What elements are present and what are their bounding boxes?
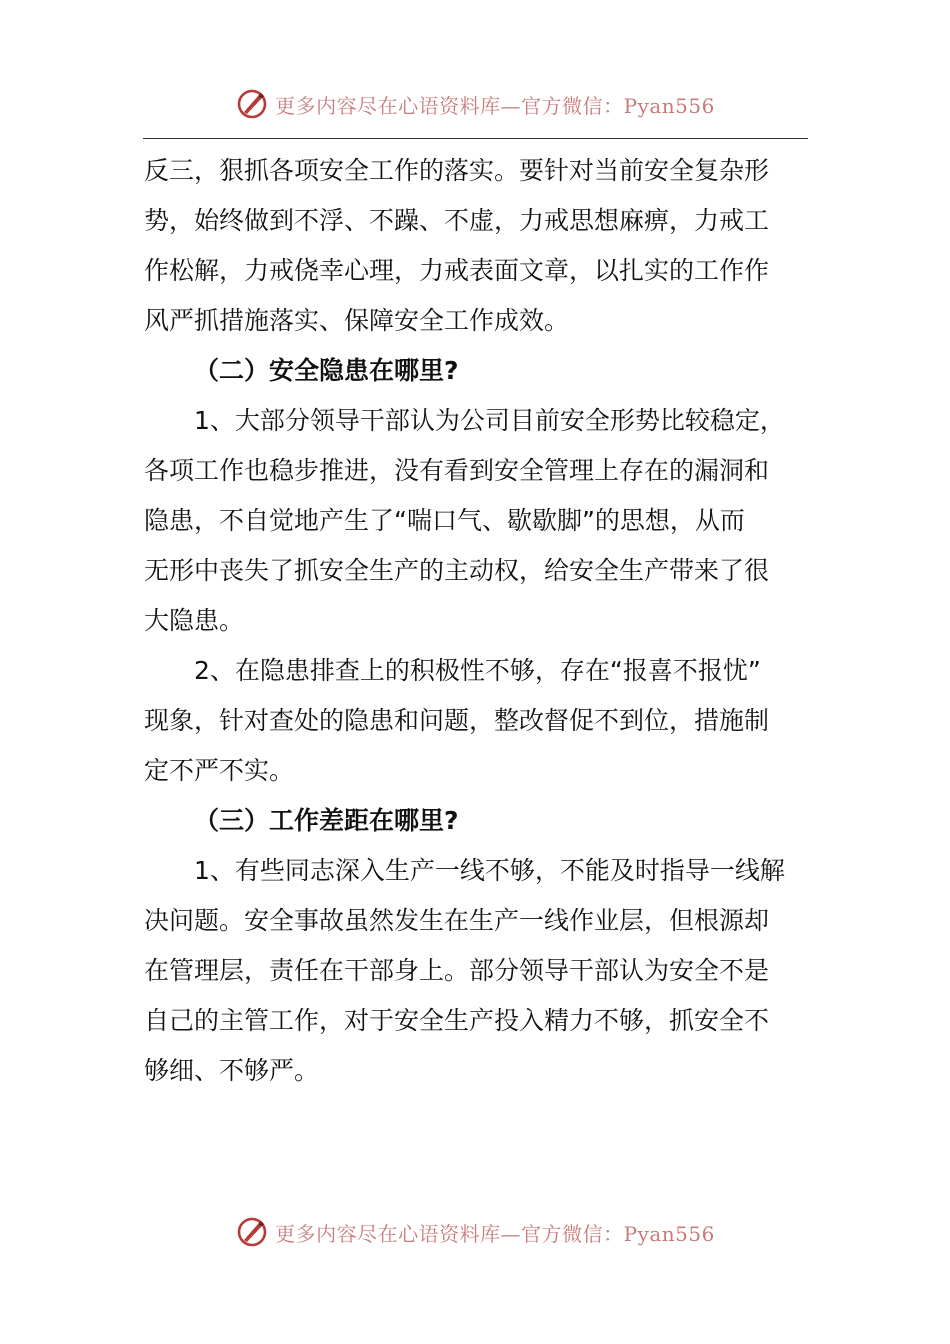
- paragraph-line: 1、有些同志深入生产一线不够，不能及时指导一线解: [194, 856, 785, 885]
- paragraph-line: 够细、不够严。: [144, 1056, 320, 1085]
- paragraph-line: 决问题。安全事故虽然发生在生产一线作业层，但根源却: [144, 906, 770, 935]
- paragraph-line: 反三，狠抓各项安全工作的落实。要针对当前安全复杂形: [144, 156, 770, 185]
- section-heading: （三）工作差距在哪里?: [194, 806, 459, 835]
- pen-seal-logo-icon: [235, 1215, 269, 1249]
- paragraph-line: 自己的主管工作，对于安全生产投入精力不够，抓安全不: [144, 1006, 770, 1035]
- paragraph-line: 大隐患。: [144, 606, 245, 635]
- footer-watermark: [0, 1210, 950, 1254]
- pen-seal-logo-icon: [235, 87, 269, 121]
- paragraph-line: 无形中丧失了抓安全生产的主动权，给安全生产带来了很: [144, 556, 770, 585]
- header-watermark: [0, 82, 950, 126]
- document-body: [144, 146, 808, 1096]
- paragraph-line: 作松解，力戒侥幸心理，力戒表面文章，以扎实的工作作: [144, 256, 770, 285]
- paragraph-line: 势，始终做到不浮、不躁、不虚，力戒思想麻痹，力戒工: [144, 206, 770, 235]
- paragraph-line: 现象，针对查处的隐患和问题，整改督促不到位，措施制: [144, 706, 770, 735]
- footer-watermark-text: 更多内容尽在心语资料库—官方微信：Pyan556: [275, 1221, 715, 1246]
- paragraph-line: 2、在隐患排查上的积极性不够，存在“报喜不报忧”: [194, 656, 761, 685]
- paragraph-line: 隐患，不自觉地产生了“喘口气、歇歇脚”的思想，从而: [144, 506, 745, 535]
- paragraph-line: 1、大部分领导干部认为公司目前安全形势比较稳定，: [194, 406, 785, 435]
- paragraph-line: 风严抓措施落实、保障安全工作成效。: [144, 306, 570, 335]
- header-divider: [143, 138, 808, 139]
- paragraph-line: 在管理层，责任在干部身上。部分领导干部认为安全不是: [144, 956, 770, 985]
- paragraph-line: 定不严不实。: [144, 756, 295, 785]
- header-watermark-text: 更多内容尽在心语资料库—官方微信：Pyan556: [275, 93, 715, 118]
- paragraph-line: 各项工作也稳步推进，没有看到安全管理上存在的漏洞和: [144, 456, 770, 485]
- section-heading: （二）安全隐患在哪里?: [194, 356, 459, 385]
